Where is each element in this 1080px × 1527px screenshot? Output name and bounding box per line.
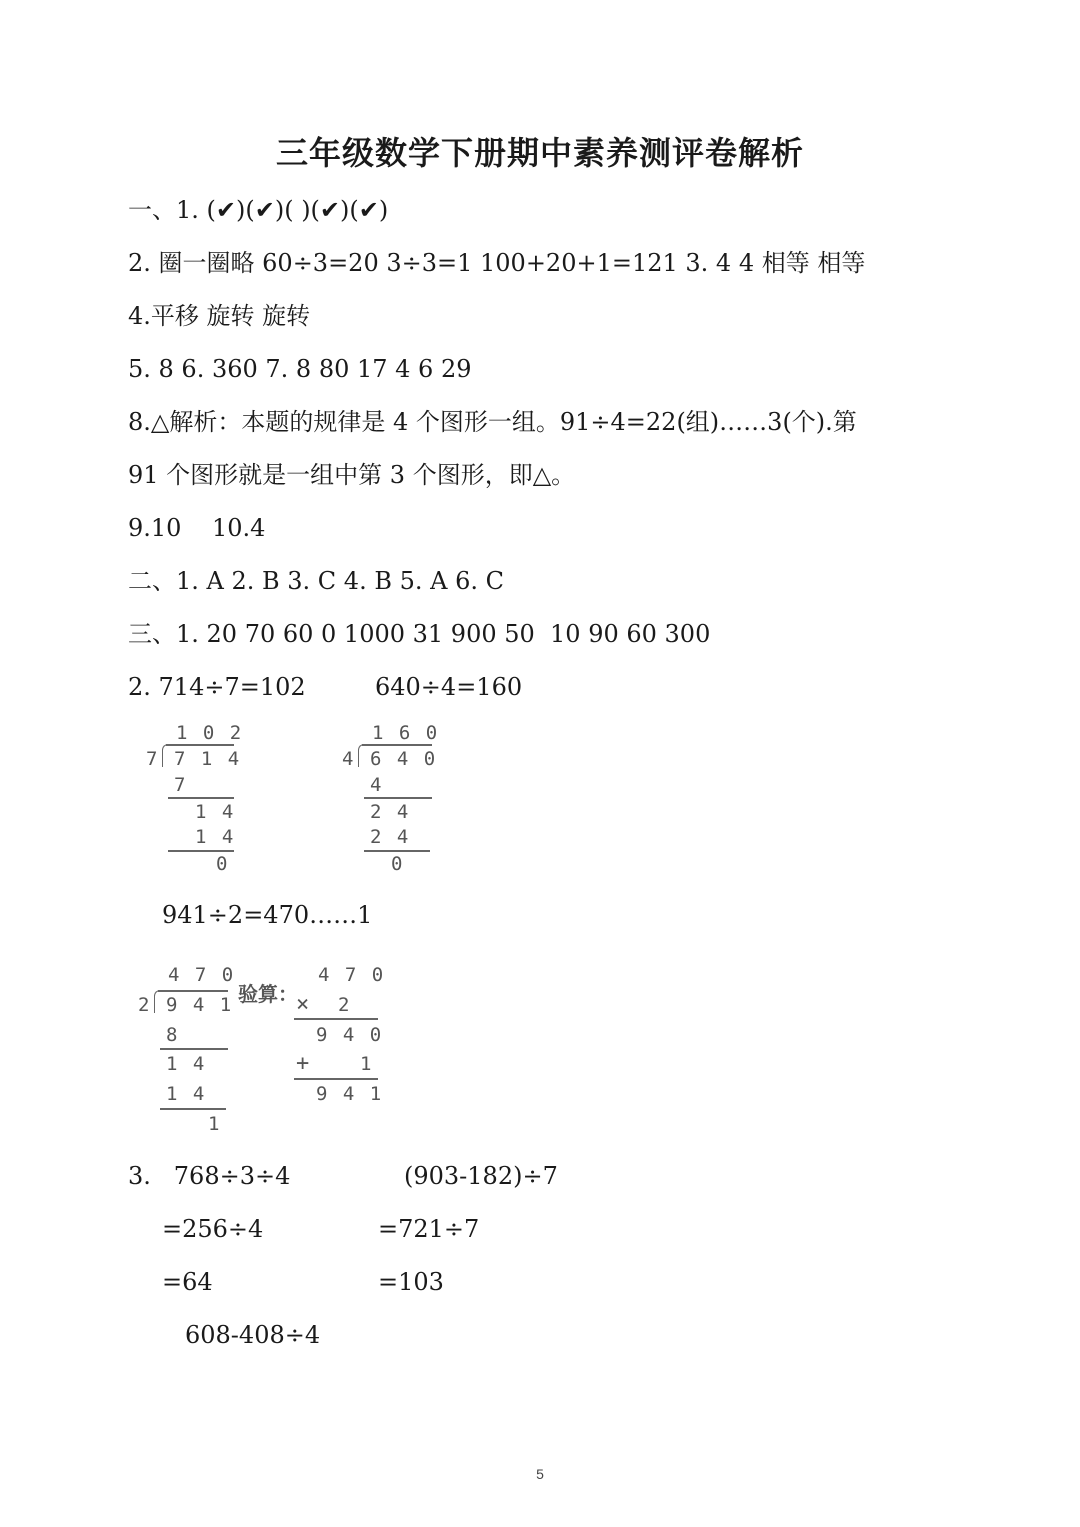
div2-bracket	[358, 744, 367, 767]
div3-quotient: 4 7 0	[168, 964, 236, 986]
answer-line-1: 一、1. (✔)(✔)( )(✔)(✔)	[128, 196, 389, 224]
div2-step-1: 4	[370, 774, 384, 796]
answer-line-12a: 3. 768÷3÷4	[128, 1162, 291, 1190]
div1-rule-2	[168, 850, 234, 852]
answer-line-7: 9.10 10.4	[128, 514, 266, 542]
div3-bracket	[154, 990, 163, 1013]
verify-result: 9 4 1	[316, 1083, 384, 1105]
answer-line-2: 2. 圈一圈略 60÷3=20 3÷3=1 100+20+1=121 3. 4 4 相等 相等	[128, 249, 866, 277]
div1-rule-1	[168, 797, 234, 799]
div1-dividend: 7 1 4	[174, 748, 242, 770]
answer-line-14b: =103	[378, 1268, 444, 1296]
verify-top: 4 7 0	[318, 964, 386, 986]
answer-line-4: 5. 8 6. 360 7. 8 80 17 4 6 29	[128, 355, 472, 383]
div1-step-1: 7	[174, 774, 188, 796]
verify-product: 9 4 0	[316, 1024, 384, 1046]
answer-line-9: 三、1. 20 70 60 0 1000 31 900 50 10 90 60 300	[128, 620, 711, 648]
answer-line-5: 8.△解析：本题的规律是 4 个图形一组。91÷4=22(组)……3(个).第	[128, 408, 857, 436]
verify-times: ×	[296, 992, 312, 1017]
answer-line-13b: =721÷7	[378, 1215, 480, 1243]
div2-remainder: 0	[391, 853, 405, 875]
answer-line-14a: =64	[162, 1268, 213, 1296]
answer-line-8: 二、1. A 2. B 3. C 4. B 5. A 6. C	[128, 567, 504, 595]
verify-rule-2	[294, 1078, 378, 1080]
div3-rule-1	[160, 1048, 228, 1050]
div1-quotient: 1 0 2	[176, 722, 244, 744]
div2-dividend: 6 4 0	[370, 748, 438, 770]
div3-step-2: 1 4	[166, 1053, 207, 1075]
div1-bracket	[162, 744, 171, 767]
verify-plus: +	[296, 1051, 312, 1076]
answer-line-13a: =256÷4	[162, 1215, 264, 1243]
answer-line-10a: 2. 714÷7=102	[128, 673, 306, 701]
div2-divisor: 4	[342, 748, 356, 770]
page-number: 5	[536, 1466, 544, 1482]
div3-step-1: 8	[166, 1024, 180, 1046]
answer-line-11: 941÷2=470……1	[162, 901, 373, 929]
div1-divisor: 7	[146, 748, 160, 770]
div1-top-rule	[166, 744, 234, 746]
div1-remainder: 0	[216, 853, 230, 875]
answer-line-12b: (903-182)÷7	[404, 1162, 558, 1190]
div2-step-3: 2 4	[370, 826, 411, 848]
div3-dividend: 9 4 1	[166, 994, 234, 1016]
div2-top-rule	[362, 744, 432, 746]
verify-addend: 1	[360, 1053, 374, 1075]
div3-divisor: 2	[138, 994, 152, 1016]
verify-label: 验算：	[238, 982, 298, 1006]
page-title: 三年级数学下册期中素养测评卷解析	[275, 134, 804, 172]
answer-line-6: 91 个图形就是一组中第 3 个图形，即△。	[128, 461, 576, 489]
answer-line-15: 608-408÷4	[185, 1321, 321, 1349]
div2-quotient: 1 6 0	[372, 722, 440, 744]
answer-line-10b: 640÷4=160	[375, 673, 523, 701]
verify-rule-1	[294, 1018, 378, 1020]
div2-rule-2	[364, 850, 430, 852]
div2-step-2: 2 4	[370, 801, 411, 823]
div3-step-3: 1 4	[166, 1083, 207, 1105]
div3-top-rule	[158, 990, 228, 992]
div3-remainder: 1	[208, 1113, 222, 1135]
div1-step-3: 1 4	[195, 826, 236, 848]
answer-line-3: 4.平移 旋转 旋转	[128, 302, 311, 330]
div1-step-2: 1 4	[195, 801, 236, 823]
div2-rule-1	[364, 797, 432, 799]
verify-multiplier: 2	[338, 994, 352, 1016]
div3-rule-2	[160, 1108, 226, 1110]
